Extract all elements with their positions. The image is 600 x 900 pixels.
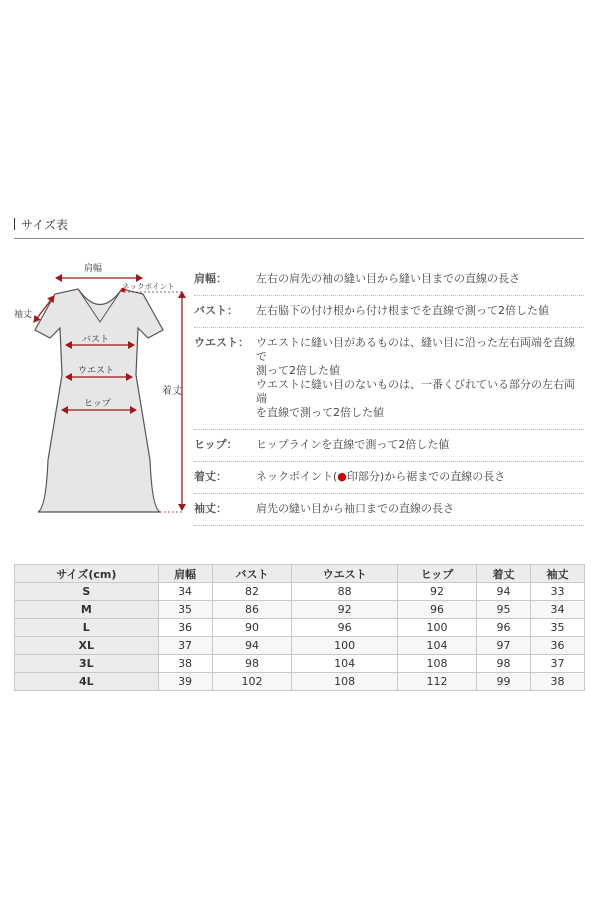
table-cell: 35 [158, 601, 212, 619]
definition-line: を直線で測って2倍した値 [256, 406, 384, 419]
definition-text [256, 502, 584, 516]
table-cell: 34 [530, 601, 584, 619]
definition-line: ウエストに縫い目があるものは、縫い目に沿った左右両端を直線で [256, 336, 575, 363]
table-cell: 100 [397, 619, 476, 637]
definition-text [256, 336, 584, 420]
size-cell: S [15, 583, 159, 601]
table-cell: 86 [212, 601, 292, 619]
definition-term: ウエスト： [194, 336, 249, 349]
size-cell: L [15, 619, 159, 637]
table-cell: 102 [212, 673, 292, 691]
table-cell: 92 [292, 601, 398, 619]
definition-waist [194, 328, 584, 430]
definition-line: ネックポイント(●印部分)から裾までの直線の長さ [256, 470, 506, 483]
header-bust: バスト [212, 565, 292, 583]
table-cell: 88 [292, 583, 398, 601]
table-cell: 94 [212, 637, 292, 655]
table-cell: 97 [477, 637, 531, 655]
title-bar [14, 218, 15, 230]
table-cell: 37 [158, 637, 212, 655]
table-cell: 112 [397, 673, 476, 691]
definition-text [256, 470, 584, 484]
table-cell: 36 [530, 637, 584, 655]
table-cell: 96 [397, 601, 476, 619]
definition-term: 袖丈： [194, 502, 227, 515]
sleeve-label: 袖丈 [14, 310, 33, 320]
table-row [15, 655, 585, 673]
header-size: サイズ(cm) [15, 565, 159, 583]
definition-length [194, 462, 584, 494]
size-cell: 3L [15, 655, 159, 673]
table-cell: 96 [477, 619, 531, 637]
table-cell: 37 [530, 655, 584, 673]
table-cell: 92 [397, 583, 476, 601]
table-row [15, 637, 585, 655]
table-cell: 98 [477, 655, 531, 673]
neck-point-mark: ● [337, 470, 347, 483]
table-cell: 104 [397, 637, 476, 655]
dress-diagram [10, 250, 190, 530]
definition-line: ウエストに縫い目のないものは、一番くびれている部分の左右両端 [256, 378, 575, 405]
definition-line: 左右脇下の付け根から付け根までを直線で測って2倍した値 [256, 304, 549, 317]
definition-sleeve [194, 494, 584, 526]
definition-line: ヒップラインを直線で測って2倍した値 [256, 438, 450, 451]
table-cell: 35 [530, 619, 584, 637]
table-row [15, 583, 585, 601]
definition-hip [194, 430, 584, 462]
table-cell: 38 [158, 655, 212, 673]
definition-term: 肩幅： [194, 272, 227, 285]
definition-shoulder [194, 264, 584, 296]
definition-line: 測って2倍した値 [256, 364, 340, 377]
waist-label: ウエスト [78, 366, 115, 376]
table-cell: 108 [292, 673, 398, 691]
neck-point-label: ネックポイント [122, 282, 175, 291]
table-cell: 96 [292, 619, 398, 637]
table-cell: 104 [292, 655, 398, 673]
definition-text [256, 272, 584, 286]
header-length: 着丈 [477, 565, 531, 583]
table-row [15, 601, 585, 619]
bust-label: バスト [82, 335, 110, 345]
table-cell: 95 [477, 601, 531, 619]
table-cell: 38 [530, 673, 584, 691]
table-cell: 36 [158, 619, 212, 637]
table-row [15, 673, 585, 691]
table-cell: 33 [530, 583, 584, 601]
table-cell: 90 [212, 619, 292, 637]
measurement-definitions [194, 264, 584, 526]
size-cell: M [15, 601, 159, 619]
definition-term: 着丈： [194, 470, 227, 483]
definition-text [256, 438, 584, 452]
table-cell: 99 [477, 673, 531, 691]
table-header-row [15, 565, 585, 583]
table-cell: 82 [212, 583, 292, 601]
size-cell: 4L [15, 673, 159, 691]
header-sleeve: 袖丈 [530, 565, 584, 583]
shoulder-label: 肩幅 [84, 264, 103, 274]
table-cell: 98 [212, 655, 292, 673]
hip-label: ヒップ [84, 399, 111, 409]
header-hip: ヒップ [397, 565, 476, 583]
table-cell: 108 [397, 655, 476, 673]
definition-term: バスト： [194, 304, 238, 317]
definition-term: ヒップ： [194, 438, 238, 451]
definition-line: 左右の肩先の袖の縫い目から縫い目までの直線の長さ [256, 272, 520, 285]
section-title-text: サイズ表 [21, 218, 69, 232]
table-cell: 100 [292, 637, 398, 655]
section-title [14, 216, 584, 239]
size-cell: XL [15, 637, 159, 655]
header-shoulder: 肩幅 [158, 565, 212, 583]
header-waist: ウエスト [292, 565, 398, 583]
table-cell: 34 [158, 583, 212, 601]
table-row [15, 619, 585, 637]
definition-bust [194, 296, 584, 328]
size-table [14, 564, 585, 691]
table-cell: 94 [477, 583, 531, 601]
definition-text [256, 304, 584, 318]
length-label: 着丈 [162, 386, 182, 397]
table-cell: 39 [158, 673, 212, 691]
definition-line: 肩先の縫い目から袖口までの直線の長さ [256, 502, 454, 515]
